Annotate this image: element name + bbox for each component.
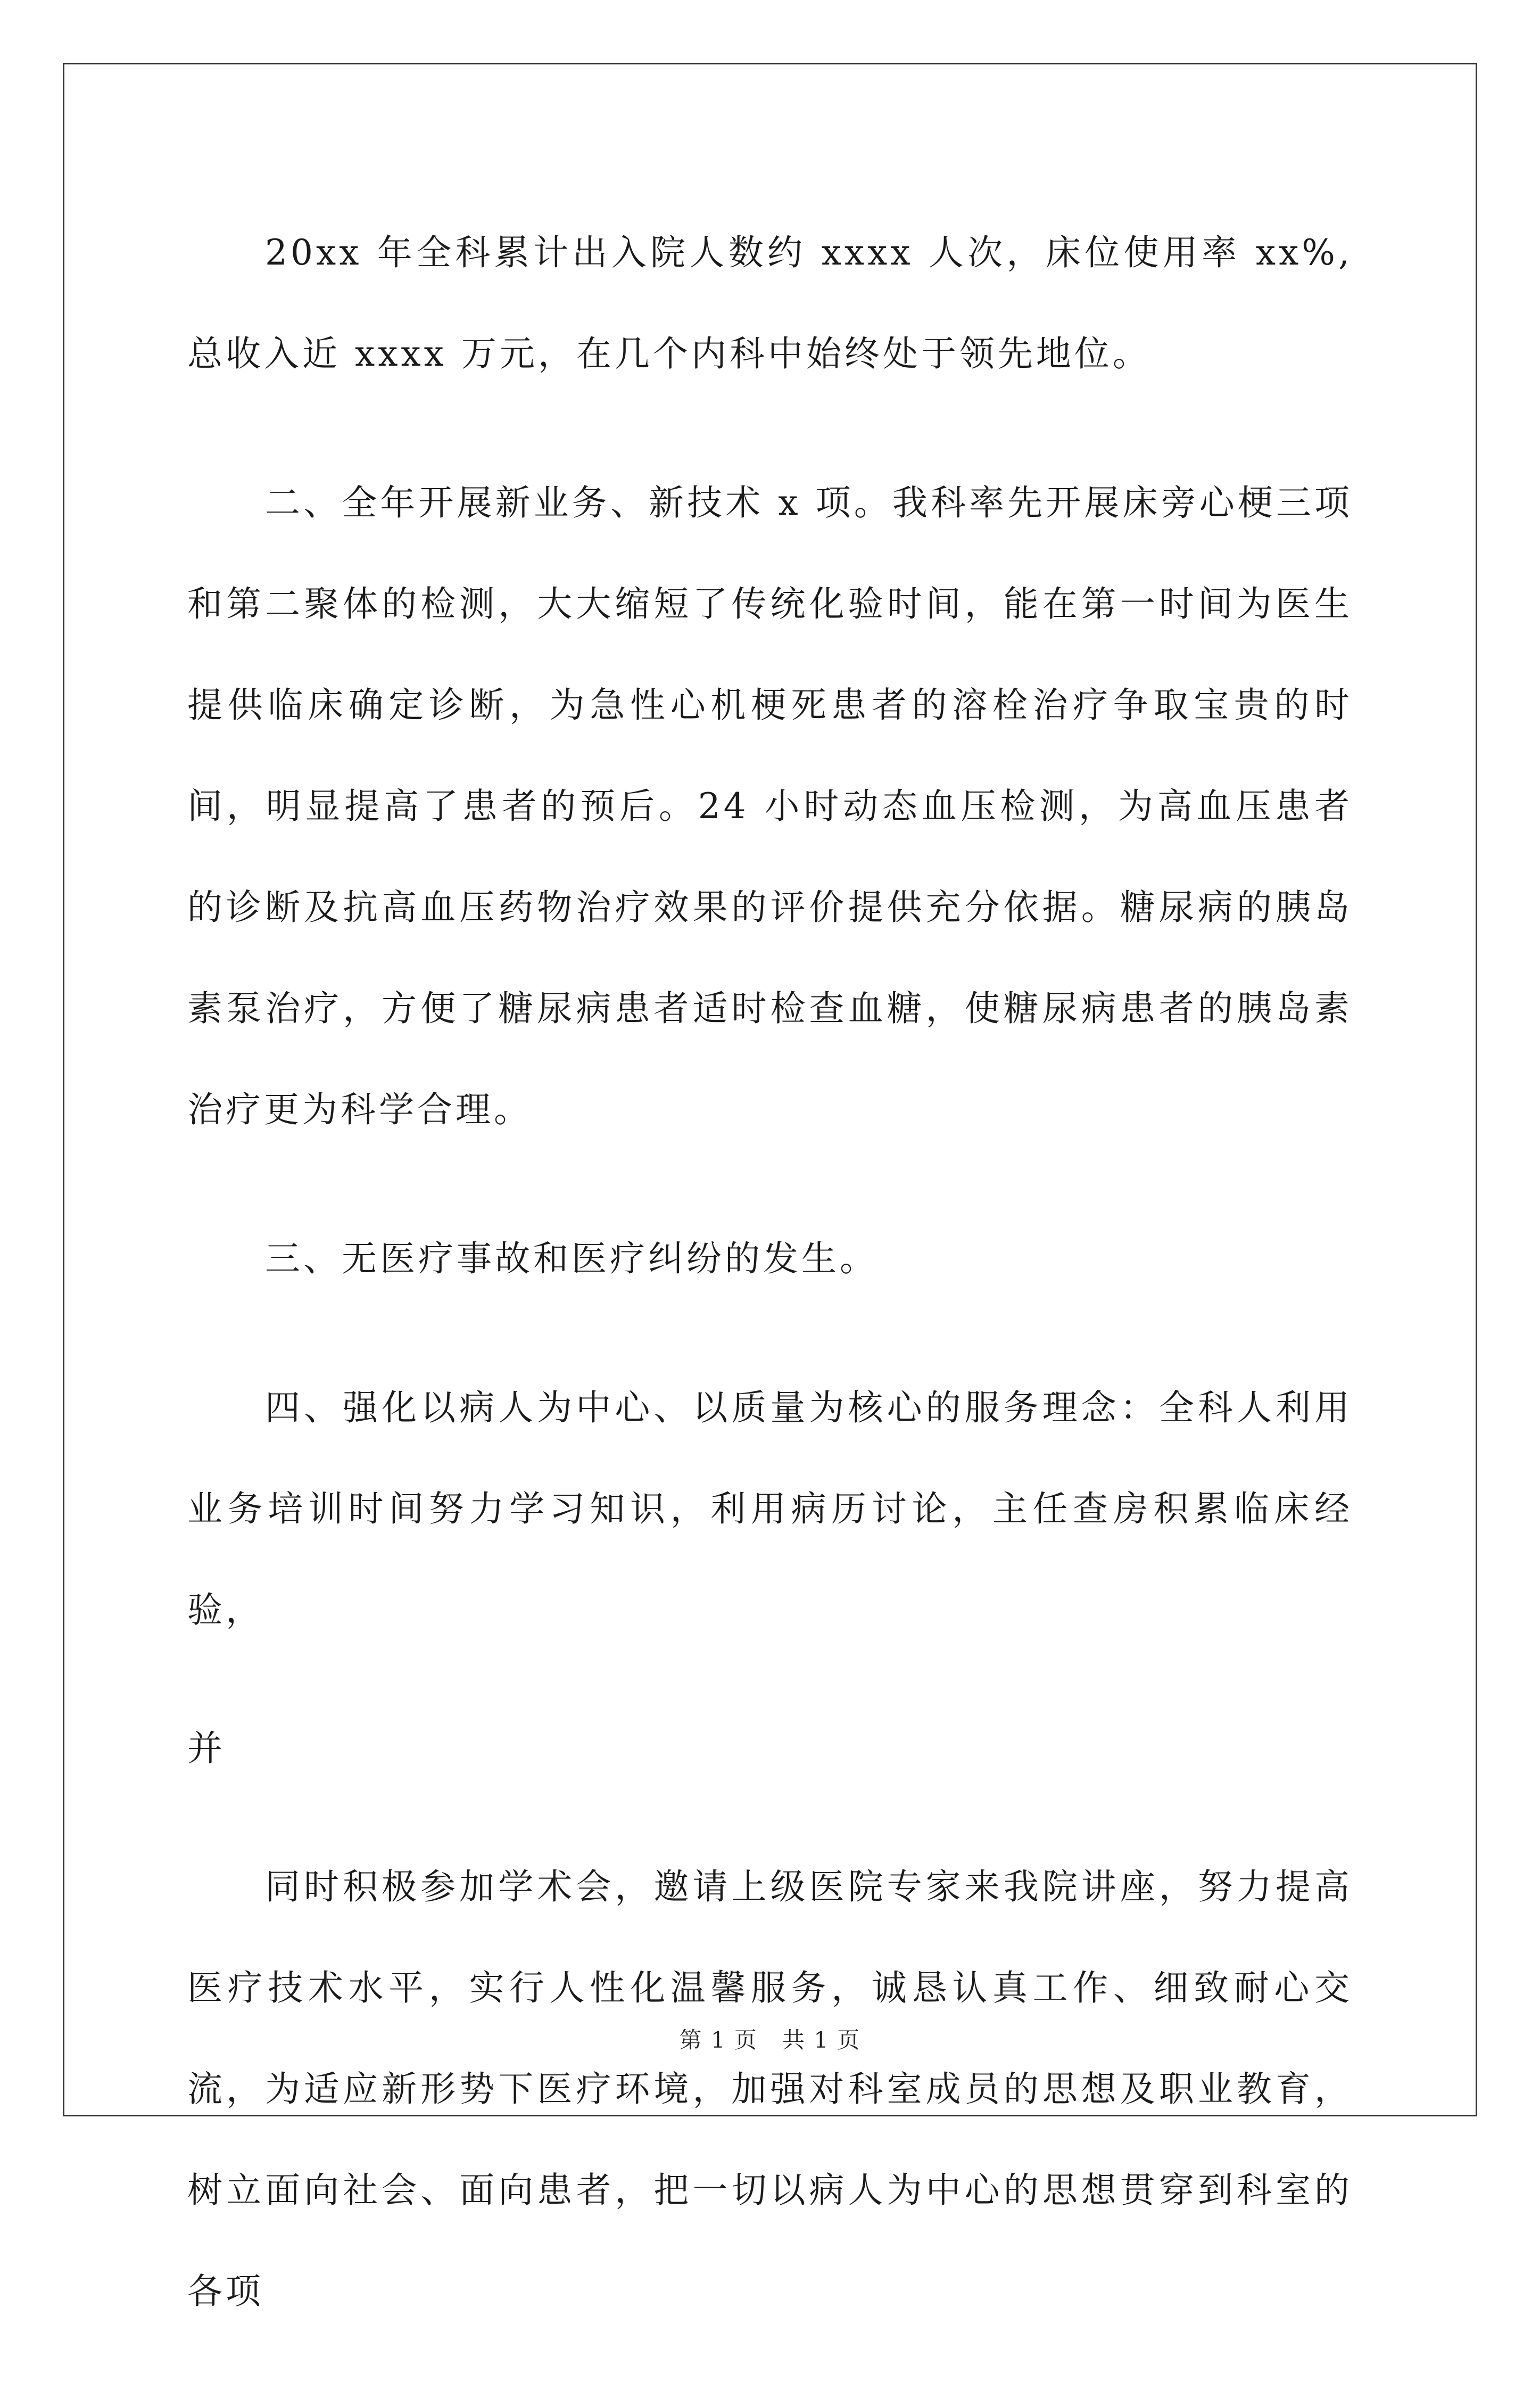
- paragraph-fragment: 并: [187, 1728, 226, 1769]
- paragraph-academic-activities: 同时积极参加学术会，邀请上级医院专家来我院讲座，努力提高医疗技术水平，实行人性化温馨服务，诚恳认真工作、细致耐心交流，为适应新形势下医疗环境，加强对科室成员的思想及职业教育，树立面向社会、面向患者，把一切以病人为中心的思想贯穿到科室的各项: [187, 1866, 1353, 2312]
- page-number: 第 1 页: [679, 2027, 758, 2053]
- paragraph-new-technologies: 二、全年开展新业务、新技术 x 项。我科率先开展床旁心梗三项和第二聚体的检测，大大缩短了传统化验时间，能在第一时间为医生提供临床确定诊断，为急性心机梗死患者的溶栓治疗争取宝贵的时间，明显提高了患者的预后。24 小时动态血压检测，为高血压患者的诊断及抗高血压药物治疗效果的评价提供充分依据。糖尿病的胰岛素泵治疗，方便了糖尿病患者适时检查血糖，使糖尿病患者的胰岛素治疗更为科学合理。: [187, 482, 1353, 1130]
- paragraph-no-incidents: 三、无医疗事故和医疗纠纷的发生。: [265, 1238, 878, 1279]
- paragraph-service-concept: 四、强化以病人为中心、以质量为核心的服务理念：全科人利用业务培训时间努力学习知识，利用病历讨论，主任查房积累临床经验，: [187, 1387, 1353, 1630]
- paragraph-summary-stats: 20xx 年全科累计出入院人数约 xxxx 人次，床位使用率 xx%,总收入近 xxxx 万元，在几个内科中始终处于领先地位。: [187, 232, 1353, 374]
- page-footer: [0, 2023, 1540, 2055]
- document-body: [187, 202, 1353, 2390]
- page-total: 共 1 页: [782, 2027, 861, 2053]
